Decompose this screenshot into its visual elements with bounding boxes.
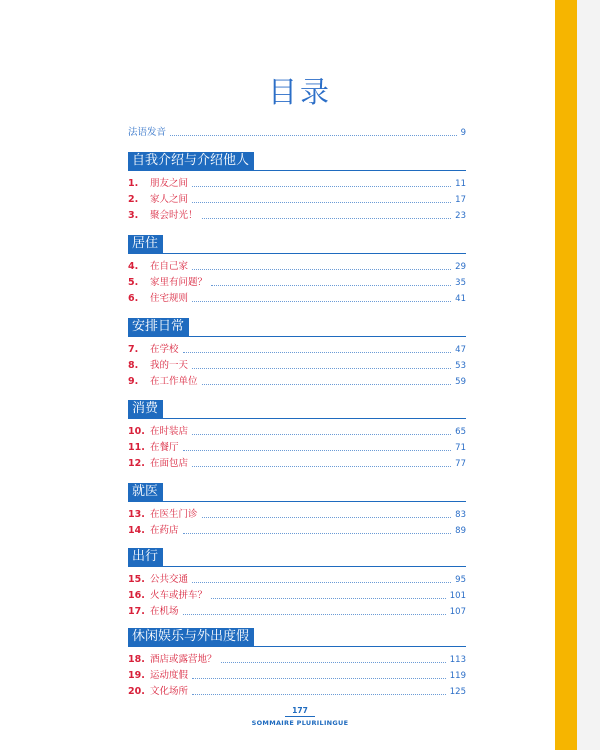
toc-entry-number: 2. [128, 194, 139, 205]
section-rule [128, 501, 466, 502]
toc-entry-number: 10. [128, 426, 145, 437]
dot-leader [192, 185, 451, 187]
toc-entry-number: 18. [128, 654, 145, 665]
toc-intro-page: 9 [460, 128, 466, 138]
toc-entry-number: 19. [128, 670, 145, 681]
toc-entry[interactable] [128, 440, 466, 454]
toc-entry-number: 13. [128, 509, 145, 520]
toc-section-title: 就医 [128, 483, 163, 501]
toc-section-title: 休闲娱乐与外出度假 [128, 628, 254, 646]
toc-entry-page: 59 [455, 377, 466, 387]
toc-entry-number: 1. [128, 178, 139, 189]
toc-entry-number: 8. [128, 360, 139, 371]
toc-entry-label: 在自己家 [150, 261, 189, 272]
toc-entry-label: 在药店 [150, 525, 179, 536]
toc-entry-number: 3. [128, 210, 139, 221]
dot-leader [202, 383, 452, 385]
toc-entry-label: 家里有问题？ [150, 277, 208, 288]
toc-section-header [128, 483, 466, 501]
dot-leader [170, 134, 457, 136]
toc-section-header [128, 235, 466, 253]
toc-entry-number: 15. [128, 574, 145, 585]
toc-entry-number: 7. [128, 344, 139, 355]
dot-leader [192, 465, 451, 467]
toc-section-header [128, 318, 466, 336]
toc-entry[interactable] [128, 668, 466, 682]
toc-entry-label: 文化场所 [150, 686, 189, 697]
toc-entry[interactable] [128, 176, 466, 190]
toc-entry[interactable] [128, 259, 466, 273]
toc-entry-label: 在面包店 [150, 458, 189, 469]
dot-leader [192, 367, 451, 369]
toc-entry[interactable] [128, 424, 466, 438]
toc-entry[interactable] [128, 652, 466, 666]
toc-entry-page: 89 [455, 526, 466, 536]
section-rule [128, 566, 466, 567]
toc-section-title: 出行 [128, 548, 163, 566]
toc-intro-label: 法语发音 [128, 127, 167, 138]
toc-entry-page: 29 [455, 262, 466, 272]
dot-leader [183, 613, 446, 615]
toc-entry-number: 11. [128, 442, 145, 453]
toc-entry-page: 113 [449, 655, 466, 665]
dot-leader [192, 581, 451, 583]
dot-leader [183, 351, 452, 353]
dot-leader [192, 201, 451, 203]
toc-section-header [128, 152, 466, 170]
toc-entry[interactable] [128, 572, 466, 586]
toc-entry[interactable] [128, 604, 466, 618]
toc-entry-page: 119 [449, 671, 466, 681]
toc-section-title: 安排日常 [128, 318, 189, 336]
toc-entry-page: 17 [455, 195, 466, 205]
toc-entry-label: 在工作单位 [150, 376, 198, 387]
toc-entry-number: 20. [128, 686, 145, 697]
toc-entry-number: 9. [128, 376, 139, 387]
toc-entry-page: 101 [449, 591, 466, 601]
toc-entry-number: 4. [128, 261, 139, 272]
toc-entry[interactable] [128, 374, 466, 388]
toc-entry-page: 35 [455, 278, 466, 288]
toc-entry[interactable] [128, 507, 466, 521]
toc-entry-label: 朋友之间 [150, 178, 189, 189]
toc-entry-number: 12. [128, 458, 145, 469]
toc-entry-label: 火车或拼车？ [150, 590, 208, 601]
toc-entry-number: 5. [128, 277, 139, 288]
dot-leader [183, 449, 452, 451]
toc-entry-number: 14. [128, 525, 145, 536]
dot-leader [211, 597, 446, 599]
toc-entry-label: 家人之间 [150, 194, 189, 205]
toc-entry-page: 125 [449, 687, 466, 697]
footer-label: SOMMAIRE PLURILINGUE [251, 719, 349, 727]
toc-entry-label: 在餐厅 [150, 442, 179, 453]
toc-entry-number: 16. [128, 590, 145, 601]
toc-entry-page: 11 [455, 179, 466, 189]
toc-entry[interactable] [128, 588, 466, 602]
footer-divider [285, 716, 315, 717]
dot-leader [192, 300, 451, 302]
toc-section-header [128, 628, 466, 646]
toc-entry-label: 在学校 [150, 344, 179, 355]
toc-entry-page: 47 [455, 345, 466, 355]
toc-entry-page: 77 [455, 459, 466, 469]
toc-entry-label: 在时装店 [150, 426, 189, 437]
section-rule [128, 646, 466, 647]
toc-section-header [128, 400, 466, 418]
toc-entry-page: 65 [455, 427, 466, 437]
toc-entry-page: 71 [455, 443, 466, 453]
toc-entry-page: 41 [455, 294, 466, 304]
toc-entry[interactable] [128, 358, 466, 372]
page-number: 177 [292, 706, 308, 715]
dot-leader [221, 661, 446, 663]
toc-entry-number: 17. [128, 606, 145, 617]
toc-entry-page: 23 [455, 211, 466, 221]
toc-entry[interactable] [128, 192, 466, 206]
toc-entry-page: 83 [455, 510, 466, 520]
section-rule [128, 336, 466, 337]
toc-entry[interactable] [128, 684, 466, 698]
toc-section-header [128, 548, 466, 566]
toc-entry-label: 聚会时光！ [150, 210, 198, 221]
page-margin [577, 0, 600, 750]
dot-leader [192, 677, 446, 679]
section-rule [128, 418, 466, 419]
toc-entry-number: 6. [128, 293, 139, 304]
dot-leader [192, 693, 446, 695]
toc-entry-label: 在机场 [150, 606, 179, 617]
toc-entry-page: 53 [455, 361, 466, 371]
section-rule [128, 253, 466, 254]
dot-leader [211, 284, 451, 286]
toc-entry[interactable] [128, 275, 466, 289]
toc-entry-page: 95 [455, 575, 466, 585]
toc-entry-label: 酒店或露营地？ [150, 654, 217, 665]
toc-entry[interactable] [128, 523, 466, 537]
toc-entry-page: 107 [449, 607, 466, 617]
toc-entry-label: 公共交通 [150, 574, 189, 585]
section-rule [128, 170, 466, 171]
toc-entry[interactable] [128, 291, 466, 305]
toc-entry-label: 运动度假 [150, 670, 189, 681]
dot-leader [192, 433, 451, 435]
dot-leader [192, 268, 451, 270]
toc-entry[interactable] [128, 342, 466, 356]
toc-intro-row[interactable] [128, 125, 466, 139]
toc-section-title: 自我介绍与介绍他人 [128, 152, 254, 170]
toc-entry-label: 住宅规则 [150, 293, 189, 304]
dot-leader [183, 532, 452, 534]
toc-section-title: 居住 [128, 235, 163, 253]
page-title: 目录 [267, 75, 332, 109]
dot-leader [202, 217, 452, 219]
side-accent-bar [555, 0, 577, 750]
toc-entry[interactable] [128, 456, 466, 470]
dot-leader [202, 516, 452, 518]
toc-entry-label: 我的一天 [150, 360, 189, 371]
toc-entry[interactable] [128, 208, 466, 222]
toc-entry-label: 在医生门诊 [150, 509, 198, 520]
toc-section-title: 消费 [128, 400, 163, 418]
